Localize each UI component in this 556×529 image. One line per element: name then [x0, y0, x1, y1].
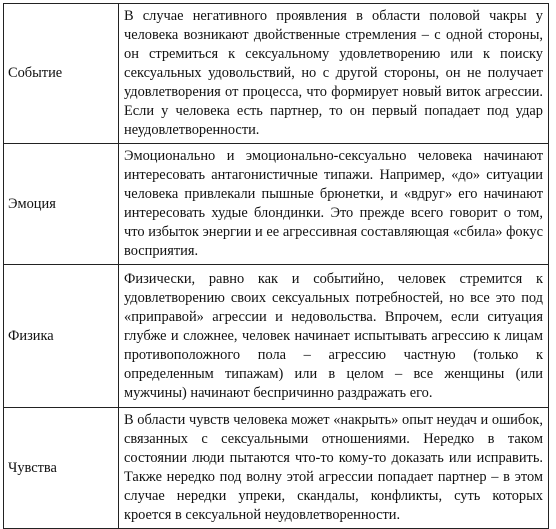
row-text-emotion: Эмоционально и эмоционально-сексуально человека начинают интересовать антагонистичные типажи. Например, «до» ситуации человека привлекали пышные брюнетки, и «вдруг» его начинают интересовать худые блондинки. Это прежде всего говорит о том, что избыток энергии и ее агрессивная составляющая «сбила» фокус восприятия. — [119, 144, 549, 265]
row-label-emotion: Эмоция — [4, 144, 119, 265]
row-label-feelings: Чувства — [4, 408, 119, 529]
row-text-event: В случае негативного проявления в области половой чакры у человека возникают двойственные стремления – с одной стороны, он стремиться к сексуальному удовлетворению или к поиску сексуальных удовольствий, но с другой стороны, он не получает удовлетворения от процесса, что формирует новый виток агрессии. Если у человека есть партнер, то он первый попадает под удар неудовлетворенности. — [119, 4, 549, 144]
description-table — [3, 3, 549, 529]
table-row-emotion — [4, 144, 549, 265]
row-label-physics: Физика — [4, 265, 119, 408]
table-row-feelings — [4, 408, 549, 529]
table-row-event — [4, 4, 549, 144]
row-label-event: Событие — [4, 4, 119, 144]
row-text-feelings: В области чувств человека может «накрыть» опыт неудач и ошибок, связанных с сексуальными отношениями. Нередко в таком состоянии люди пытаются что-то кому-то доказать или исправить. Также нередко под волну этой агрессии попадает партнер – в этом случае нередки упреки, скандалы, конфликты, суть которых кроется в сексуальной неудовлетворенности. — [119, 408, 549, 529]
row-text-physics: Физически, равно как и событийно, человек стремится к удовлетворению своих сексуальных потребностей, но все это под «приправой» агрессии и недовольства. Впрочем, если ситуация глубже и сложнее, человек начинает испытывать агрессию к лицам противоположного пола – агрессию частную (только к определенным типажам) или в целом – все женщины (или мужчины) начинают беспричинно раздражать его. — [119, 265, 549, 408]
table-row-physics — [4, 265, 549, 408]
